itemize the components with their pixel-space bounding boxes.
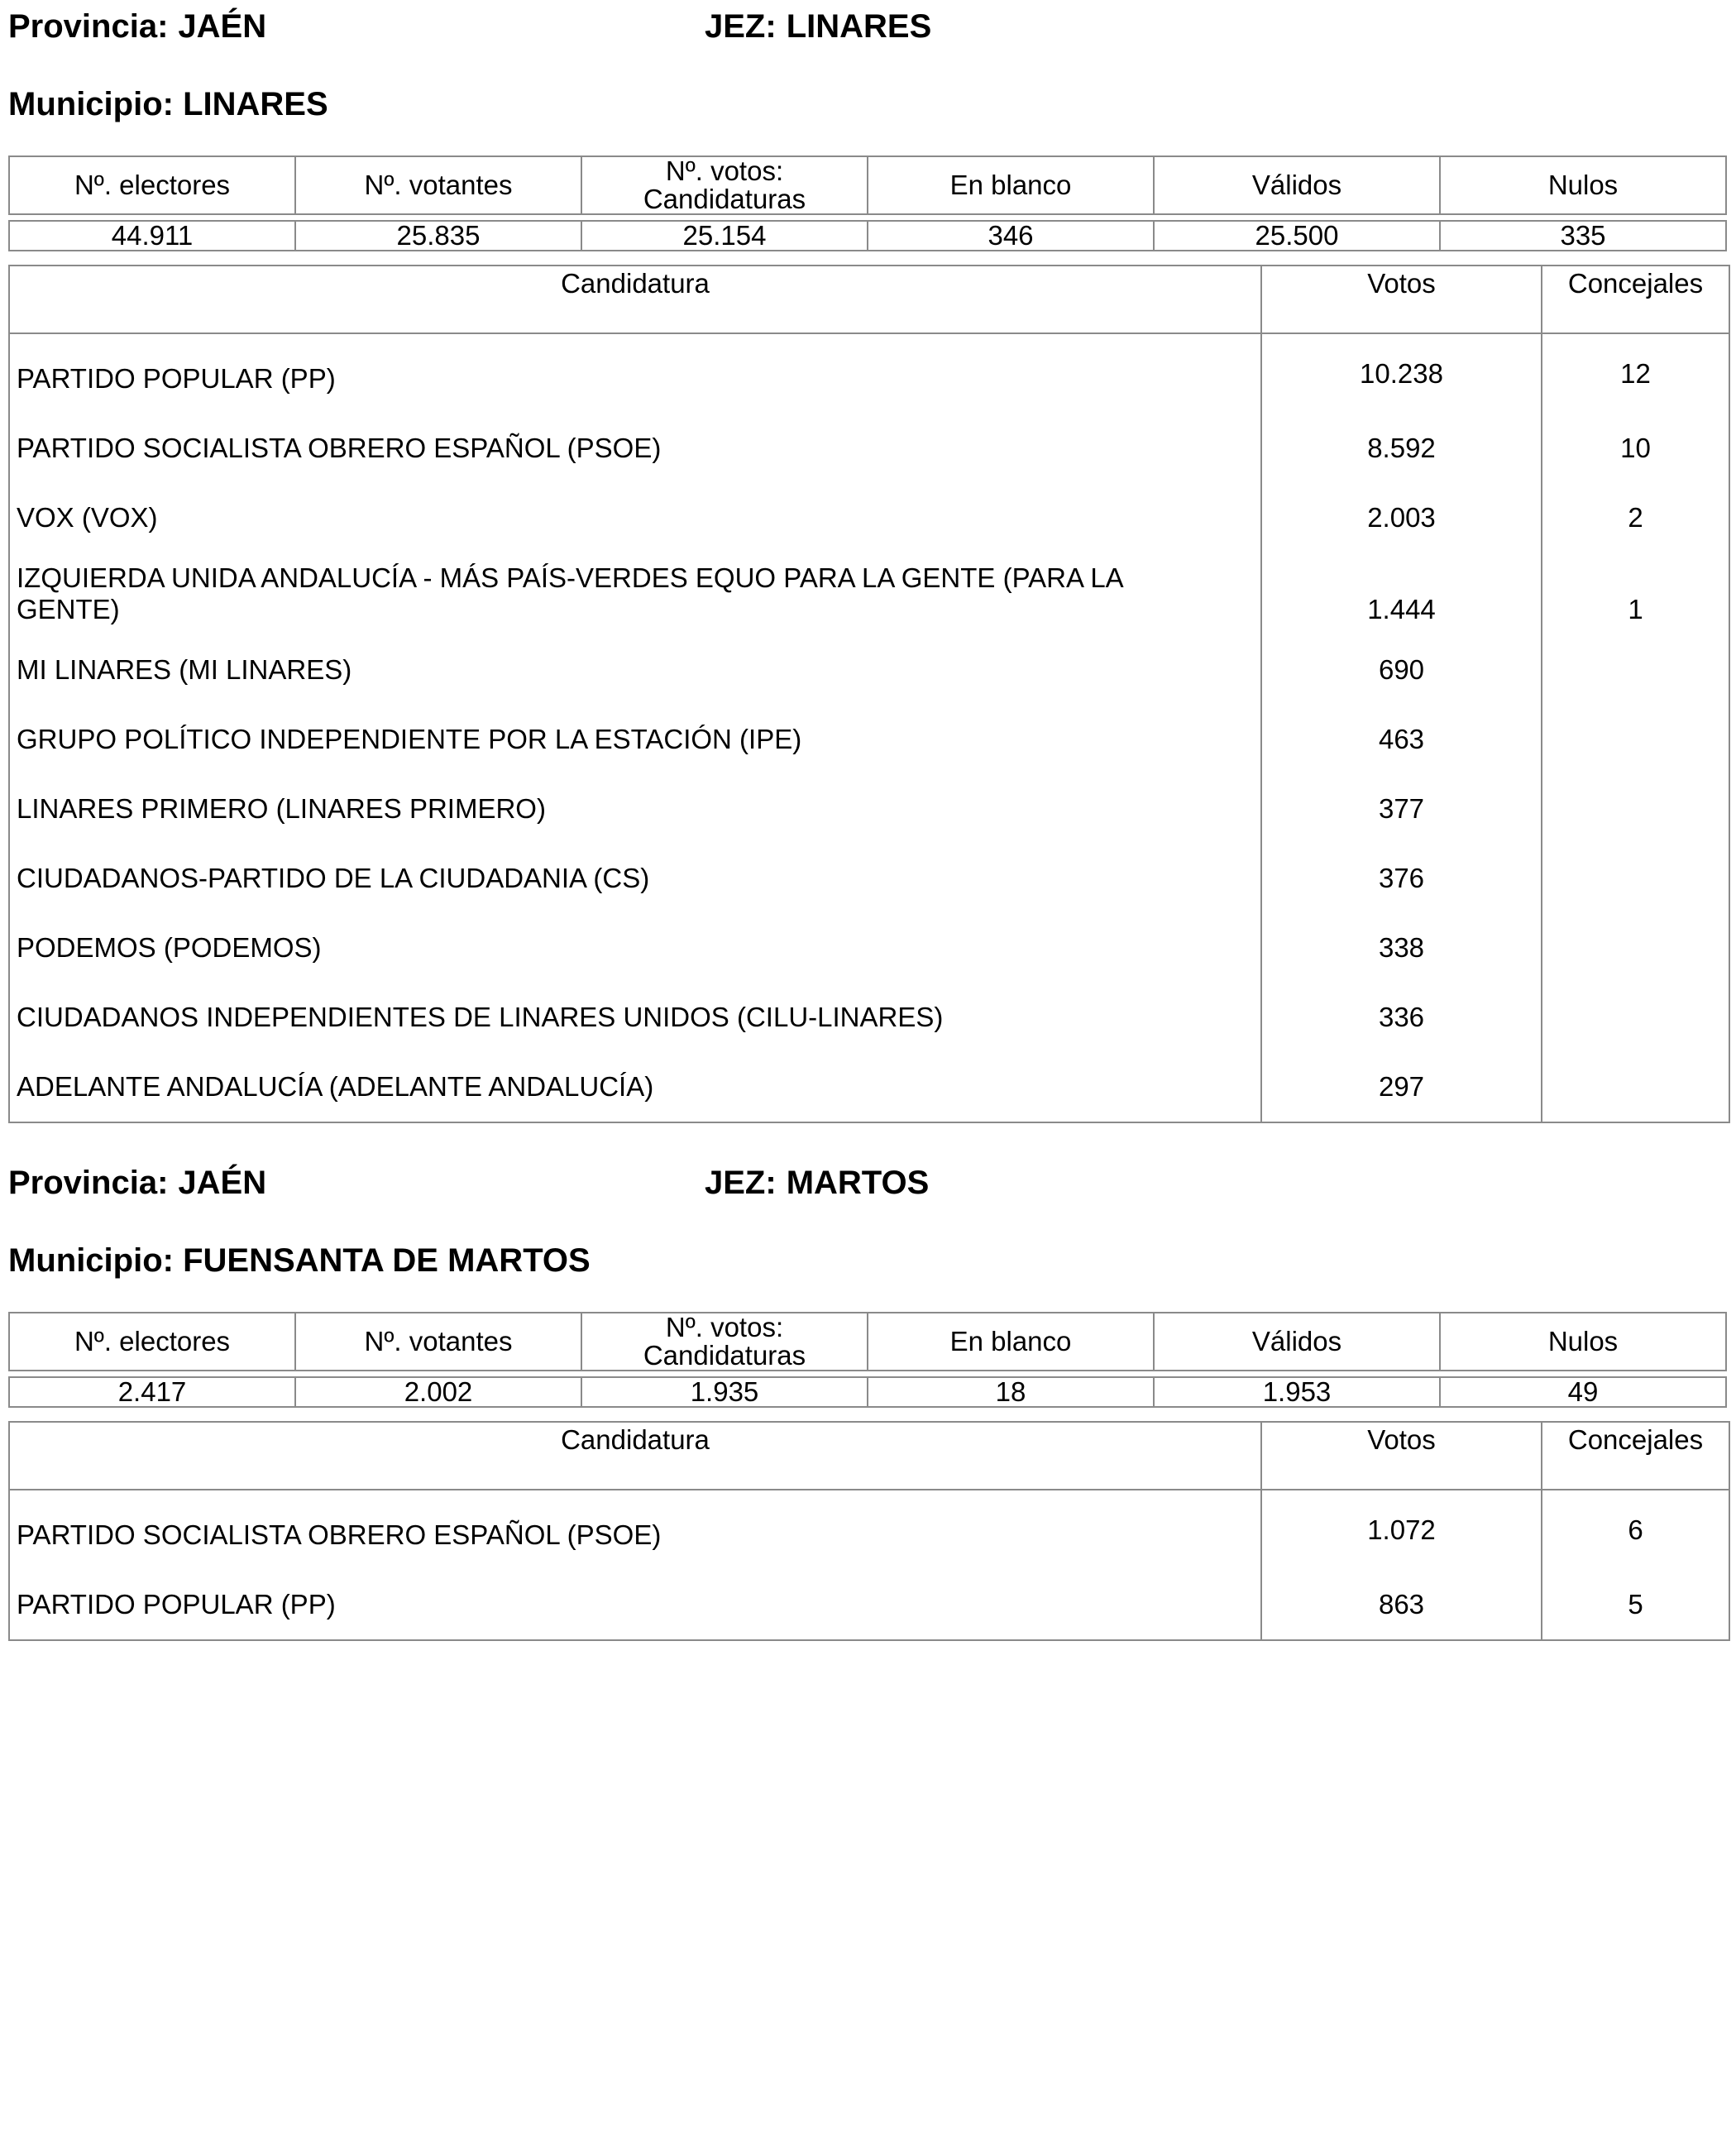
results-header-row: [9, 1422, 1729, 1490]
value-en-blanco: 18: [868, 1377, 1154, 1407]
jez-heading: [705, 1165, 929, 1201]
candidatura-concejales: [1542, 705, 1729, 774]
candidatura-concejales: 2: [1542, 483, 1729, 553]
header-validos: Válidos: [1154, 1313, 1440, 1371]
candidatura-votos: 863: [1261, 1570, 1542, 1640]
header-votantes: Nº. votantes: [295, 1313, 581, 1371]
provincia-label: Provincia:: [8, 8, 169, 45]
candidatura-name: ADELANTE ANDALUCÍA (ADELANTE ANDALUCÍA): [9, 1052, 1261, 1122]
candidatura-concejales: [1542, 913, 1729, 983]
candidatura-name: PARTIDO SOCIALISTA OBRERO ESPAÑOL (PSOE): [9, 414, 1261, 483]
candidatura-concejales: [1542, 1052, 1729, 1122]
candidatura-votos: 376: [1261, 844, 1542, 913]
provincia-label: Provincia:: [8, 1165, 169, 1201]
candidatura-name: PARTIDO SOCIALISTA OBRERO ESPAÑOL (PSOE): [9, 1490, 1261, 1570]
candidatura-concejales: [1542, 844, 1729, 913]
summary-value-row: [9, 1377, 1726, 1407]
candidatura-votos: 463: [1261, 705, 1542, 774]
table-row: [9, 635, 1729, 705]
candidatura-votos: 1.072: [1261, 1490, 1542, 1570]
value-en-blanco: 346: [868, 221, 1154, 251]
value-votos-candidaturas: 25.154: [581, 221, 868, 251]
table-row: [9, 483, 1729, 553]
candidatura-votos: 297: [1261, 1052, 1542, 1122]
header-votos: Votos: [1261, 1422, 1542, 1490]
municipio-value: LINARES: [183, 86, 328, 122]
candidatura-concejales: 10: [1542, 414, 1729, 483]
candidatura-name: CIUDADANOS-PARTIDO DE LA CIUDADANIA (CS): [9, 844, 1261, 913]
jez-label: JEZ:: [705, 1165, 777, 1201]
candidatura-concejales: [1542, 635, 1729, 705]
header-en-blanco: En blanco: [868, 156, 1154, 214]
header-nulos: Nulos: [1440, 156, 1726, 214]
provincia-value: JAÉN: [178, 8, 267, 45]
municipio-heading: [8, 86, 328, 122]
candidatura-concejales: [1542, 774, 1729, 844]
candidatura-name: LINARES PRIMERO (LINARES PRIMERO): [9, 774, 1261, 844]
value-validos: 1.953: [1154, 1377, 1440, 1407]
header-candidatura: Candidatura: [9, 1422, 1261, 1490]
summary-header-row: [9, 1313, 1726, 1371]
candidatura-name: PARTIDO POPULAR (PP): [9, 333, 1261, 414]
table-row: [9, 983, 1729, 1052]
candidatura-concejales: [1542, 983, 1729, 1052]
value-votos-candidaturas: 1.935: [581, 1377, 868, 1407]
candidatura-votos: 10.238: [1261, 333, 1542, 414]
municipio-label: Municipio:: [8, 86, 174, 122]
header-votantes: Nº. votantes: [295, 156, 581, 214]
municipio-value: FUENSANTA DE MARTOS: [183, 1242, 591, 1279]
header-concejales: Concejales: [1542, 1422, 1729, 1490]
candidatura-votos: 377: [1261, 774, 1542, 844]
results-table: [8, 1421, 1730, 1641]
summary-table: [8, 155, 1727, 251]
value-votantes: 2.002: [295, 1377, 581, 1407]
header-electores: Nº. electores: [9, 1313, 295, 1371]
table-row: [9, 414, 1729, 483]
candidatura-concejales: 5: [1542, 1570, 1729, 1640]
value-nulos: 335: [1440, 221, 1726, 251]
municipio-label: Municipio:: [8, 1242, 174, 1279]
table-row: [9, 1052, 1729, 1122]
summary-value-row: [9, 221, 1726, 251]
candidatura-votos: 2.003: [1261, 483, 1542, 553]
candidatura-concejales: 6: [1542, 1490, 1729, 1570]
value-validos: 25.500: [1154, 221, 1440, 251]
candidatura-votos: 690: [1261, 635, 1542, 705]
header-votos-candidaturas: Nº. votos: Candidaturas: [581, 156, 868, 214]
candidatura-name: CIUDADANOS INDEPENDIENTES DE LINARES UNIDOS (CILU-LINARES): [9, 983, 1261, 1052]
header-concejales: Concejales: [1542, 266, 1729, 333]
provincia-heading: [8, 8, 266, 45]
candidatura-votos: 336: [1261, 983, 1542, 1052]
jez-label: JEZ:: [705, 8, 777, 45]
summary-header-row: [9, 156, 1726, 214]
jez-heading: [705, 8, 931, 45]
jez-value: MARTOS: [786, 1165, 930, 1201]
header-validos: Válidos: [1154, 156, 1440, 214]
candidatura-concejales: 1: [1542, 553, 1729, 635]
table-row: [9, 774, 1729, 844]
summary-table: [8, 1312, 1727, 1408]
value-electores: 2.417: [9, 1377, 295, 1407]
header-candidatura: Candidatura: [9, 266, 1261, 333]
results-table: [8, 265, 1730, 1123]
header-electores: Nº. electores: [9, 156, 295, 214]
candidatura-name: MI LINARES (MI LINARES): [9, 635, 1261, 705]
candidatura-votos: 8.592: [1261, 414, 1542, 483]
table-row: [9, 553, 1729, 635]
candidatura-name: VOX (VOX): [9, 483, 1261, 553]
header-en-blanco: En blanco: [868, 1313, 1154, 1371]
provincia-heading: [8, 1165, 266, 1201]
table-row: [9, 913, 1729, 983]
candidatura-concejales: 12: [1542, 333, 1729, 414]
candidatura-name: IZQUIERDA UNIDA ANDALUCÍA - MÁS PAÍS-VERDES EQUO PARA LA GENTE (PARA LA GENTE): [9, 553, 1261, 635]
municipio-heading: [8, 1242, 591, 1279]
candidatura-votos: 338: [1261, 913, 1542, 983]
value-electores: 44.911: [9, 221, 295, 251]
candidatura-name: PARTIDO POPULAR (PP): [9, 1570, 1261, 1640]
jez-value: LINARES: [786, 8, 932, 45]
candidatura-votos: 1.444: [1261, 553, 1542, 635]
value-nulos: 49: [1440, 1377, 1726, 1407]
table-row: [9, 333, 1729, 414]
candidatura-name: PODEMOS (PODEMOS): [9, 913, 1261, 983]
value-votantes: 25.835: [295, 221, 581, 251]
provincia-value: JAÉN: [178, 1165, 267, 1201]
table-row: [9, 1570, 1729, 1640]
header-votos: Votos: [1261, 266, 1542, 333]
table-row: [9, 1490, 1729, 1570]
results-header-row: [9, 266, 1729, 333]
table-row: [9, 844, 1729, 913]
table-row: [9, 705, 1729, 774]
header-votos-candidaturas: Nº. votos: Candidaturas: [581, 1313, 868, 1371]
header-nulos: Nulos: [1440, 1313, 1726, 1371]
candidatura-name: GRUPO POLÍTICO INDEPENDIENTE POR LA ESTACIÓN (IPE): [9, 705, 1261, 774]
